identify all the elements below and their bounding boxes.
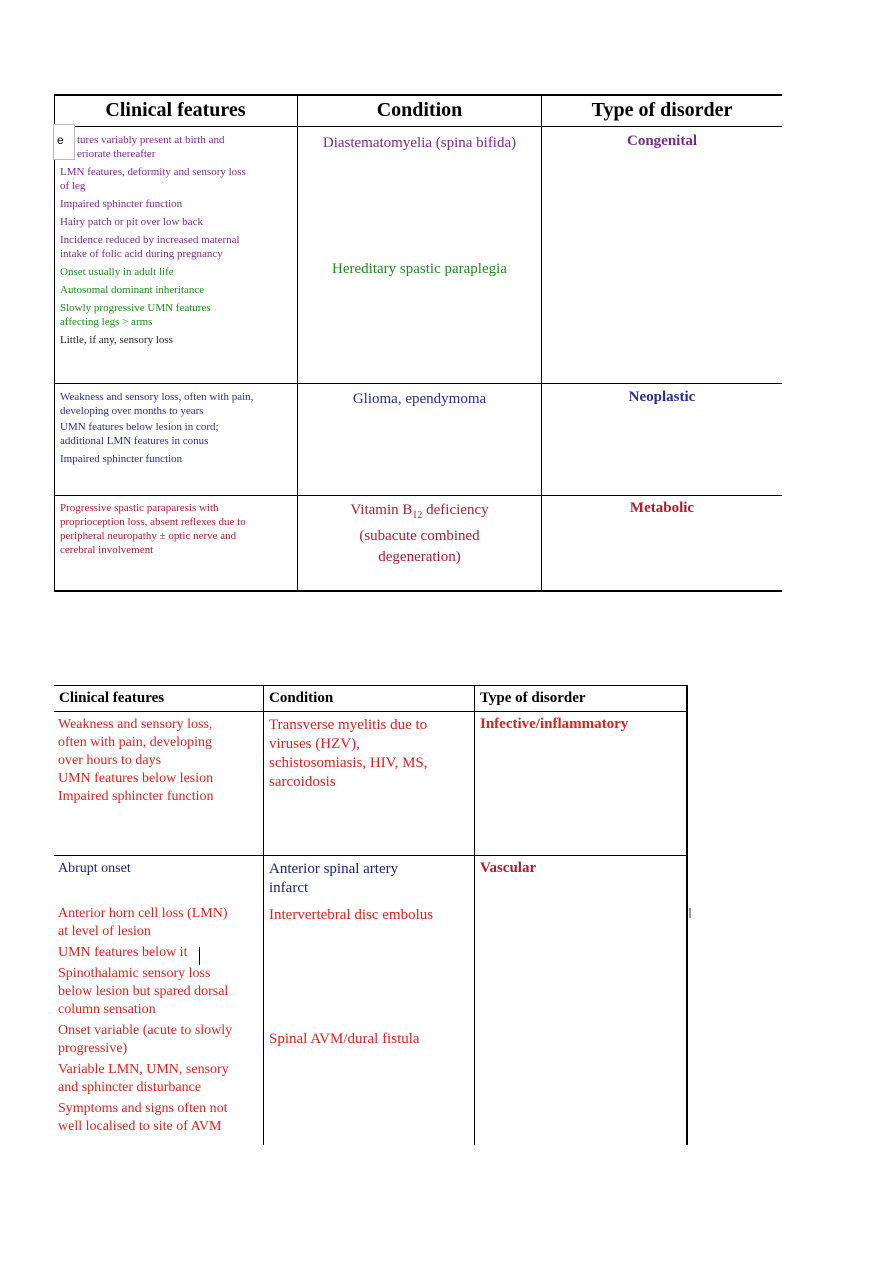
- header-condition: Condition: [269, 690, 334, 706]
- feature-line: Onset variable (acute to slowly: [58, 1023, 233, 1038]
- condition-diastematomyelia: Diastematomyelia (spina bifida): [322, 135, 517, 151]
- feature-line: affecting legs > arms: [60, 316, 153, 328]
- condition-glioma-ependymoma: Glioma, ependymoma: [352, 391, 487, 407]
- feature-line: progressive): [58, 1041, 128, 1056]
- type-neoplastic: Neoplastic: [628, 389, 696, 405]
- feature-line: Hairy patch or pit over low back: [60, 216, 203, 228]
- type-infective-inflammatory: Infective/inflammatory: [480, 716, 629, 732]
- feature-line: proprioception loss, absent reflexes due to: [60, 516, 246, 528]
- feature-line: Little, if any, sensory loss: [60, 334, 173, 346]
- feature-line: UMN features below lesion: [58, 771, 214, 786]
- condition-line: infarct: [269, 880, 309, 896]
- feature-line: Symptoms and signs often not: [58, 1101, 228, 1116]
- condition-vitamin-b12: [298, 500, 541, 568]
- row3-clinical-features: [60, 501, 296, 557]
- table-spinal-disorders-2: [54, 685, 688, 1145]
- condition-line: Vitamin $B_{12}$ deficiency: [350, 502, 489, 521]
- feature-line: below lesion but spared dorsal: [58, 984, 229, 999]
- feature-line: intake of folic acid during pregnancy: [60, 248, 223, 260]
- condition-anterior-spinal-artery-infarct: [269, 860, 473, 898]
- header-clinical-features: Clinical features: [59, 690, 165, 706]
- feature-abrupt-onset: Abrupt onset: [58, 861, 131, 876]
- condition-line: Transverse myelitis due to: [269, 717, 428, 733]
- feature-line: of leg: [60, 180, 86, 192]
- row1-clinical-features: [60, 133, 295, 347]
- feature-line: eriorate thereafter: [77, 148, 156, 160]
- feature-line: Weakness and sensory loss,: [58, 717, 213, 732]
- feature-line: Slowly progressive UMN features: [60, 302, 211, 314]
- condition-line: degeneration): [378, 549, 461, 565]
- row2-clinical-features: [60, 390, 296, 466]
- feature-line: Progressive spastic paraparesis with: [60, 502, 219, 514]
- feature-line: Autosomal dominant inheritance: [60, 284, 205, 296]
- header-clinical-features: Clinical features: [105, 99, 246, 121]
- feature-line: and sphincter disturbance: [58, 1080, 202, 1095]
- type-congenital: Congenital: [626, 133, 697, 149]
- feature-line: Variable LMN, UMN, sensory: [58, 1062, 229, 1077]
- cursor-overlay-box: e: [53, 124, 75, 160]
- condition-hereditary-spastic-paraplegia: Hereditary spastic paraplegia: [332, 261, 507, 277]
- feature-line: often with pain, developing: [58, 735, 212, 750]
- header-condition: Condition: [376, 99, 463, 121]
- type-metabolic: Metabolic: [629, 500, 695, 516]
- feature-line: Anterior horn cell loss (LMN): [58, 906, 228, 921]
- condition-line: Anterior spinal artery: [269, 861, 399, 877]
- header-type-of-disorder: Type of disorder: [480, 690, 586, 706]
- condition-line: schistosomiasis, HIV, MS,: [269, 755, 428, 771]
- condition-transverse-myelitis: [269, 716, 473, 792]
- row1-clinical-features: [58, 716, 262, 806]
- condition-line: sarcoidosis: [269, 774, 336, 790]
- row2-clinical-features: [58, 905, 264, 1136]
- text-cursor: [199, 947, 200, 965]
- feature-line: UMN features below it: [58, 945, 188, 960]
- feature-line: developing over months to years: [60, 405, 204, 417]
- feature-line: additional LMN features in conus: [60, 435, 209, 447]
- feature-line: Weakness and sensory loss, often with pain,: [60, 391, 254, 403]
- type-vascular: Vascular: [480, 860, 537, 876]
- feature-line: Impaired sphincter function: [60, 453, 183, 465]
- feature-line: Onset usually in adult life: [60, 266, 174, 278]
- resize-handle[interactable]: [689, 908, 691, 918]
- feature-line: UMN features below lesion in cord;: [60, 421, 219, 433]
- condition-line: viruses (HZV),: [269, 736, 360, 752]
- feature-line: Incidence reduced by increased maternal: [60, 234, 240, 246]
- condition-spinal-avm: Spinal AVM/dural fistula: [269, 1031, 420, 1047]
- feature-line: over hours to days: [58, 753, 162, 768]
- condition-intervertebral-disc-embolus: Intervertebral disc embolus: [269, 907, 434, 923]
- feature-line: cerebral involvement: [60, 544, 154, 556]
- feature-line: column sensation: [58, 1002, 156, 1017]
- feature-line: well localised to site of AVM: [58, 1119, 222, 1134]
- feature-line: at level of lesion: [58, 924, 151, 939]
- table-spinal-disorders-1: [54, 94, 782, 592]
- condition-line: (subacute combined: [359, 528, 480, 544]
- feature-line: Impaired sphincter function: [58, 789, 214, 804]
- feature-line: LMN features, deformity and sensory loss: [60, 166, 246, 178]
- header-type-of-disorder: Type of disorder: [591, 99, 733, 121]
- feature-line: tures variably present at birth and: [77, 134, 225, 146]
- feature-line: Spinothalamic sensory loss: [58, 966, 211, 981]
- feature-line: Impaired sphincter function: [60, 198, 183, 210]
- feature-line: peripheral neuropathy ± optic nerve and: [60, 530, 237, 542]
